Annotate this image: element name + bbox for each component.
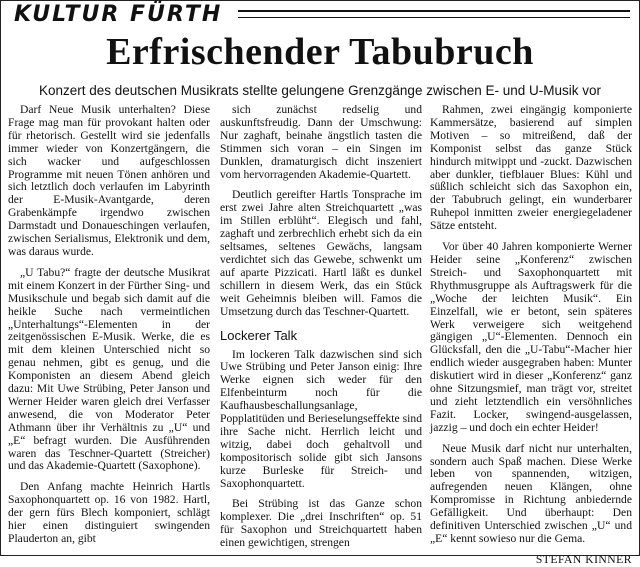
headline: Erfrischender Tabubruch (106, 31, 534, 73)
section-header (6, 2, 632, 30)
subheadline: Konzert des deutschen Musikrats stellte gelungene Grenzgänge zwischen E- und U-Musik vor (38, 83, 602, 98)
article-column-3 (430, 103, 632, 566)
paragraph: Den Anfang machte Heinrich Hartls Saxophonquartett op. 16 von 1982. Hartl, der gern fürs Blech komponiert, schlägt hier einen distinguiert swingenden Plauderton an, gibt (8, 480, 210, 545)
paragraph: Vor über 40 Jahren komponierte Werner Heider seine „Konferenz“ zwischen Streich- und Saxophonquartett mit Rhythmusgruppe als Auftragswerk für die „Woche der leichten Musik“. Ein Einzelfall, wie er betont, sein späteres Werk verweigere sich weitgehend gängigen „U“-Elementen. Dennoch ein Glücksfall, den die „U-Tabu“-Macher hier endlich wieder ausgegraben haben: Munter diskutiert wird in dieser „Konferenz“ ganz ohne Sitzungsmief, man trägt vor, streitet und zieht letztendlich ein versöhnliches Fazit. Locker, swingend-ausgelassen, jazzig – und doch ein echter Heider! (430, 240, 632, 434)
paragraph: Im lockeren Talk dazwischen sind sich Uwe Strübing und Peter Janson einig: Ihre Werke eignen sich weder für den Elfenbeinturm noch für die Kaufhausbeschallungsanlage, Popplatitüden und Berieselungseffekte sind ihre Sache nicht. Herrlich leicht und witzig, dabei doch gehaltvoll und kompositorisch solide gibt sich Jansons kurze Burleske für Streich- und Saxophonquartett. (220, 347, 422, 490)
paragraph: Rahmen, zwei eingängig komponierte Kammersätze, basierend auf simplen Motiven – so mitreißend, daß der Komponist selbst das ganze Stück hindurch mitwippt und -zuckt. Dazwischen aber dunkler, tiefblauer Blues: Kühl und süßlich schleicht sich das Saxophon ein, der Tabubruch gelingt, ein wunderbarer Ruhepol inmitten zweier energiegeladener Sätze entsteht. (430, 103, 632, 233)
author-byline: STEFAN KINNER (535, 552, 632, 566)
paragraph: sich zunächst redselig und auskunftsfreudig. Dann der Umschwung: Nur zaghaft, beinahe ängstlich tasten die Stimmen sich voran – ein Singen im Dunklen, dramaturgisch dicht inszeniert vom hervorragenden Akademie-Quartett. (220, 103, 422, 181)
section-title: KULTUR FÜRTH (14, 2, 223, 27)
paragraph: Bei Strübing ist das Ganze schon komplexer. Die „drei Inschriften“ op. 51 für Saxophon und Streichquartett haben einen gewichtigen, strengen (220, 497, 422, 550)
paragraph: Darf Neue Musik unterhalten? Diese Frage mag man für provokant halten oder für rhetorisch. Gestellt wird sie jedenfalls immer wieder von Konzertgängern, die sich wacker und aufgeschlossen Programme mit neuen Tönen anhören und sich letztlich doch verlaufen im Labyrinth der E-Musik-Avantgarde, deren Grabenkämpfe irgendwo zwischen Darmstadt und Donaueschingen verlaufen, zwischen Serialismus, Elektronik und dem, was daraus wurde. (8, 103, 210, 258)
section-rule (238, 10, 630, 18)
article-column-1 (8, 104, 210, 552)
paragraph: Deutlich gereifter Hartls Tonsprache im erst zwei Jahre alten Streichquartett „was im Stillen erblüht“. Elegisch und fahl, zaghaft und zerbrechlich erhebt sich da ein seltsames, seltenes Gewächs, langsam verdichtet sich das Gewebe, schwenkt um auf aparte Pizzicati. Hartl läßt es dunkel schillern in diesem Werk, das ein Stück weit Geheimnis bleiben will. Famos die Umsetzung durch das Teschner-Quartett. (220, 188, 422, 318)
paragraph: Neue Musik darf nicht nur unterhalten, sondern auch Spaß machen. Diese Werke leben von spannenden, witzigen, aufregenden neuen Klängen, ohne Kompromisse in Richtung anbiedernde Gefälligkeit. Und überhaupt: Den definitiven Unterschied zwischen „U“ und „E“ kennt sowieso nur die Gema. (430, 441, 632, 545)
article-column-2 (220, 104, 422, 552)
subheading: Lockerer Talk (220, 327, 298, 343)
paragraph: „U Tabu?“ fragte der deutsche Musikrat mit einem Konzert in der Fürther Sing- und Musikschule und begab sich damit auf die heikle Suche nach vermeintlichen „Unterhaltungs“-Elementen in der zeitgenössischen E-Musik. Werke, die es mit dem kleinen Unterschied nicht so genau nehmen, gibt es genug, und die Komponisten an diesem Abend gleich dazu: Mit Uwe Strübing, Peter Janson und Werner Heider waren gleich drei Verfasser anwesend, die von Moderator Peter Athmann über ihr Verhältnis zu „U“ und „E“ befragt wurden. Die Ausführenden waren das Teschner-Quartett (Streicher) und das Akademie-Quartett (Saxophone). (8, 265, 210, 473)
